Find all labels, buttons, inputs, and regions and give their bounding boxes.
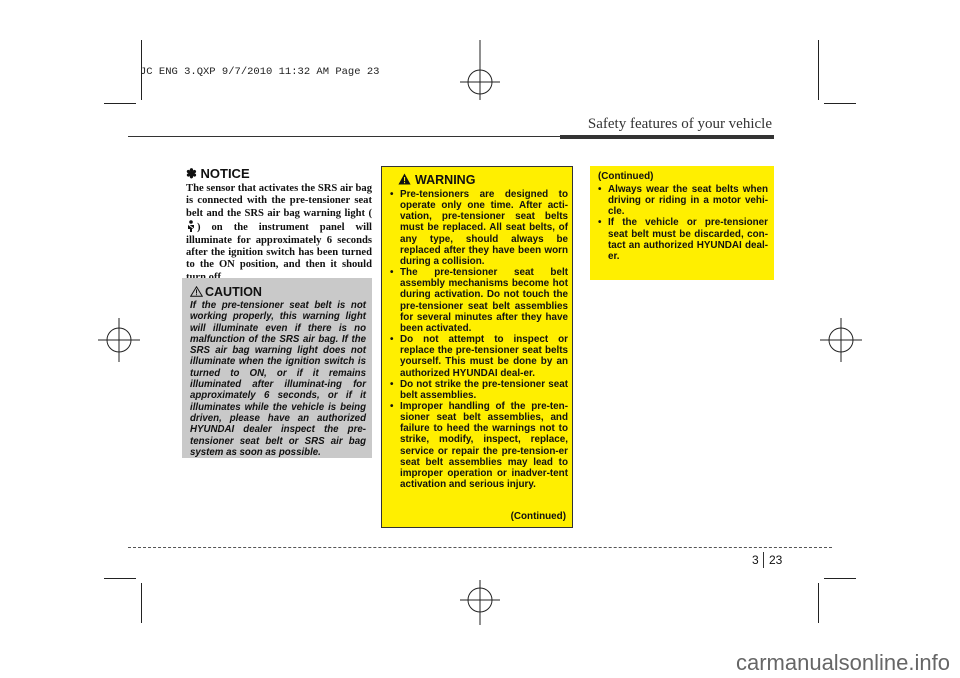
list-item: • The pre-tensioner seat belt assembly mechanisms become hot during activation. Do not touch the pre-tensioner seat belt assemblies for several minutes after they have been activated.	[388, 267, 568, 334]
list-item: • Pre-tensioners are designed to operate only one time. After acti-vation, pre-tensioner seat belts must be replaced. All seat belts, of any type, should always be replaced after they have been worn during a collision.	[388, 189, 568, 267]
section-header-title: Safety features of your vehicle	[587, 116, 772, 132]
warning-box	[381, 166, 573, 528]
page-number: 23	[769, 553, 783, 567]
print-slug: JC ENG 3.QXP 9/7/2010 11:32 AM Page 23	[140, 66, 380, 78]
caution-title: CAUTION	[205, 285, 262, 299]
caution-box	[182, 278, 372, 458]
warning-heading	[398, 173, 475, 187]
bottom-watermark: carmanualsonline.info	[735, 650, 950, 675]
list-item: • Do not strike the pre-tensioner seat belt assemblies.	[388, 379, 568, 401]
continued-heading: (Continued)	[598, 171, 654, 182]
list-item: • Do not attempt to inspect or replace the pre-tensioner seat belts yourself. This must be done by an authorized HYUNDAI deal-er.	[388, 334, 568, 379]
notice-body	[186, 183, 372, 284]
chapter-number: 3	[752, 553, 759, 567]
footer-rule	[128, 547, 832, 548]
warning-list	[388, 189, 568, 490]
list-item: • Improper handling of the pre-ten-sioner seat belt assemblies, and failure to heed the warnings not to strike, modify, inspect, replace, service or repair the pre-tension-er seat belt assemblies may lead to improper operation or inadver-tent activation and serious injury.	[388, 401, 568, 490]
notice-title: ✽ NOTICE	[186, 166, 250, 181]
warning-triangle-icon	[190, 286, 203, 297]
side-watermark	[0, 172, 1, 330]
continued-list	[596, 184, 768, 262]
warning-title: WARNING	[415, 173, 476, 187]
notice-text-1: The sensor that activates the SRS air bag is connected with the pre-tensioner seat belt and the SRS air bag warning light (	[186, 183, 372, 219]
warning-continued: (Continued)	[510, 511, 566, 522]
warning-triangle-icon	[398, 173, 411, 185]
header-rule	[128, 136, 560, 137]
caution-heading	[190, 285, 262, 299]
seatbelt-warning-icon	[186, 220, 197, 232]
list-item: • Always wear the seat belts when driving or riding in a motor vehi-cle.	[596, 184, 768, 217]
notice-text-2: ) on the instrument panel will illuminate for approximately 6 seconds after the ignition switch has been turned to the ON position, and then it should	[186, 222, 372, 271]
caution-body: If the pre-tensioner seat belt is not working properly, this warning light will illuminate even if there is no malfunction of the SRS air bag. If the SRS air bag warning light does not illuminate when the ignition switch is turned to ON, or if it remains illuminated after illuminat-ing for approximately 6 seconds, or if it illuminates while the vehicle is being driven, please have an authorized HYUNDAI dealer inspect the pre-tensioner seat belt or SRS air bag system as soon as possible.	[190, 300, 366, 458]
header-bar	[560, 135, 774, 139]
continued-warning-box	[590, 166, 774, 280]
list-item: • If the vehicle or pre-tensioner seat belt must be discarded, con-tact an authorized HYUNDAI deal-er.	[596, 217, 768, 262]
page-number-separator	[763, 552, 764, 568]
